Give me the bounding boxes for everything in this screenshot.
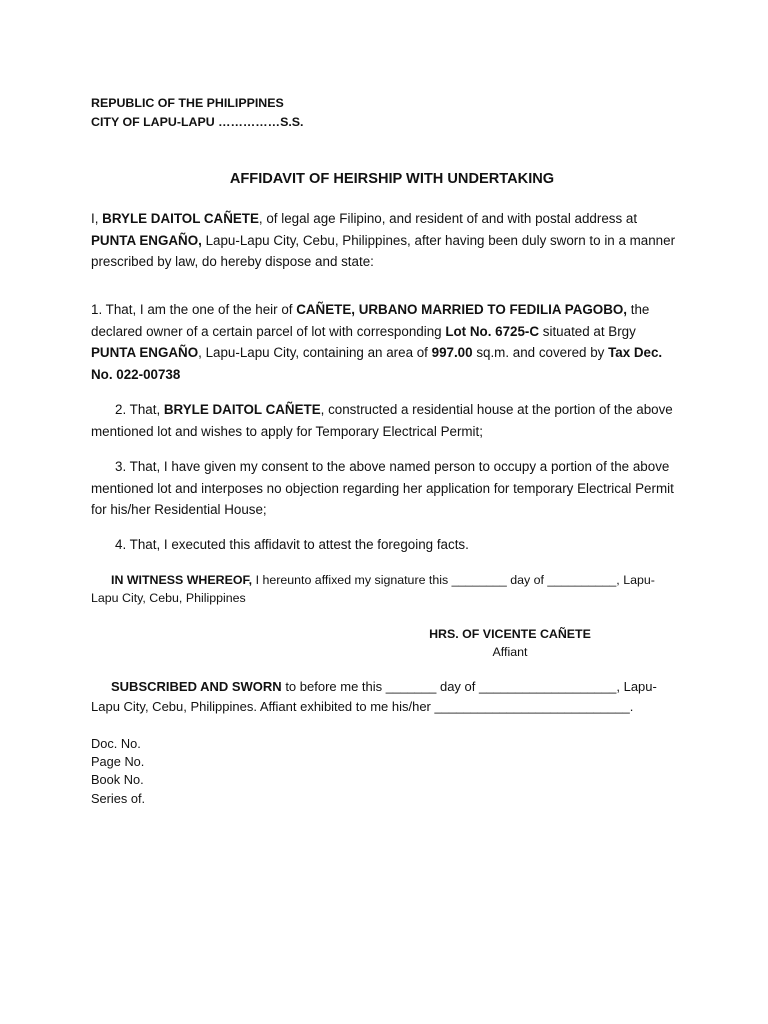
para1-text-a: 1. That, I am the one of the heir of	[91, 302, 297, 317]
para3-text: 3. That, I have given my consent to the above named person to occupy a portion of the above mentioned lot and interposes no objection regarding her application for temporary Electrical Permit for his/her Residential House;	[91, 459, 674, 517]
para1-area: 997.00	[431, 345, 473, 360]
book-number-label: Book No.	[91, 772, 144, 787]
intro-text-1: I,	[91, 211, 103, 226]
paragraph-1	[91, 299, 681, 385]
document-title: AFFIDAVIT OF HEIRSHIP WITH UNDERTAKING	[229, 171, 555, 187]
para4-text: 4. That, I executed this affidavit to attest the foregoing facts.	[115, 537, 469, 552]
header-republic: REPUBLIC OF THE PHILIPPINES	[91, 96, 284, 110]
para2-name: BRYLE DAITOL CAÑETE	[163, 402, 321, 417]
signature-role: Affiant	[492, 645, 528, 659]
intro-text-2: , of legal age Filipino, and resident of and with postal address at	[258, 211, 638, 226]
intro-text-3: Lapu-Lapu City, Cebu, Philippines, after having been duly sworn to in a manner prescribed by law, do hereby dispose and state:	[91, 232, 676, 269]
paragraph-3	[91, 456, 681, 521]
page-number-label: Page No.	[91, 754, 145, 769]
subscribed-text: to before me this _______ day of ___________________, Lapu-Lapu City, Cebu, Philippines. Affiant exhibited to me his/her ___________________________.	[91, 679, 657, 714]
para1-taxdec: Tax Dec. No. 022-00738	[91, 345, 663, 382]
para1-text-b: the declared owner of a certain parcel of lot with corresponding	[91, 302, 650, 339]
subscribed-lead: SUBSCRIBED AND SWORN	[111, 679, 282, 694]
affiant-place: PUNTA ENGAÑO,	[91, 232, 202, 248]
para2-text-b: , constructed a residential house at the portion of the above mentioned lot and wishes to apply for Temporary Electrical Permit;	[91, 402, 673, 439]
witness-paragraph	[91, 571, 681, 607]
header-city: CITY OF LAPU-LAPU ……………S.S.	[91, 115, 304, 129]
para1-heir: CAÑETE, URBANO MARRIED TO FEDILIA PAGOBO,	[296, 302, 628, 317]
paragraph-2	[91, 399, 681, 442]
intro-paragraph	[91, 208, 681, 273]
affiant-name: BRYLE DAITOL CAÑETE	[102, 211, 259, 226]
subscribed-paragraph	[91, 677, 681, 717]
para1-text-e: sq.m. and covered by	[472, 345, 609, 360]
witness-text: I hereunto affixed my signature this ________ day of __________, Lapu-Lapu City, Cebu, Philippines	[91, 573, 655, 605]
para1-text-c: situated at Brgy	[539, 323, 636, 339]
para1-lot: Lot No. 6725-C	[445, 323, 540, 339]
witness-lead: IN WITNESS WHEREOF,	[111, 573, 253, 587]
doc-number-label: Doc. No.	[91, 736, 141, 751]
para2-text-a: 2. That,	[115, 402, 164, 417]
paragraph-4	[91, 534, 681, 556]
para1-brgy: PUNTA ENGAÑO	[91, 345, 199, 360]
signature-name: HRS. OF VICENTE CAÑETE	[429, 627, 591, 641]
para1-text-d: , Lapu-Lapu City, containing an area of	[198, 345, 432, 360]
series-label: Series of.	[91, 791, 146, 806]
